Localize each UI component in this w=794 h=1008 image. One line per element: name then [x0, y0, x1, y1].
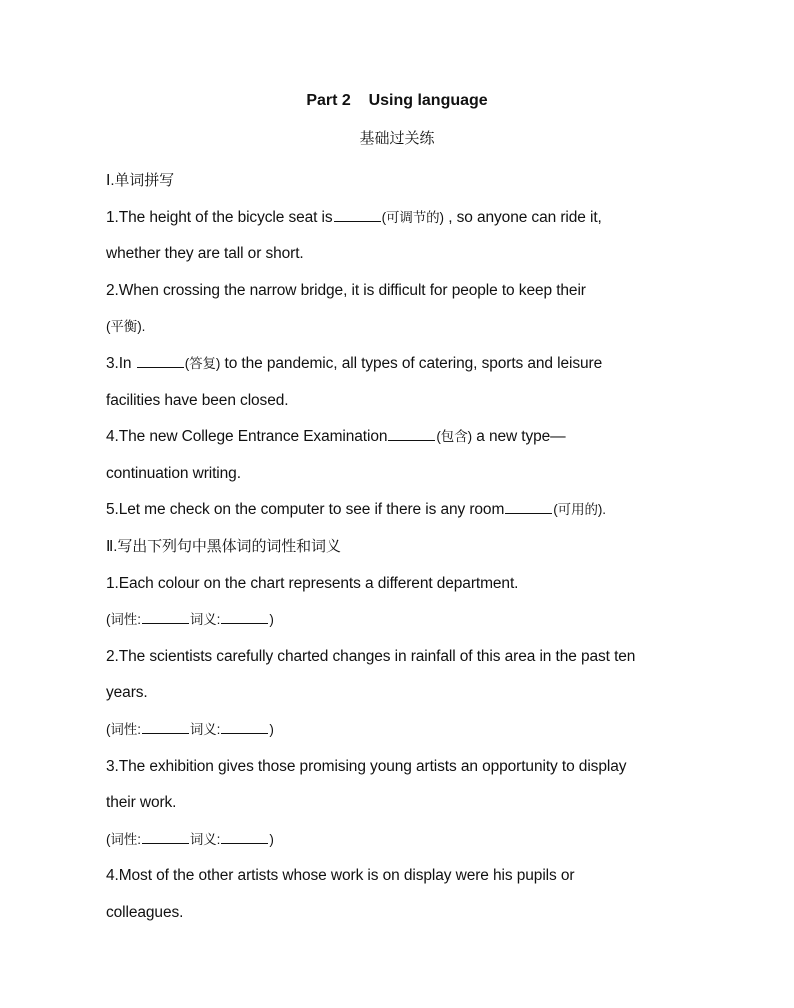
worksheet-content: [106, 163, 706, 931]
question-2-3-line-1: 3.The exhibition gives those promising young artists an opportunity to display: [106, 757, 627, 775]
hint-text: (可调节的): [381, 209, 444, 225]
question-text: 4.The new College Entrance Examination: [106, 428, 388, 446]
hint-text: (可用的).: [553, 502, 606, 518]
close-paren: ): [269, 721, 274, 737]
pos-label: (词性:: [106, 612, 141, 628]
pos-blank[interactable]: [142, 719, 189, 734]
question-1-5-line-1: [106, 492, 706, 529]
page-title: Part 2 Using language: [306, 92, 488, 109]
question-2-2-line-2: years.: [106, 684, 148, 702]
section-2-heading: Ⅱ.写出下列句中黑体词的词性和词义: [106, 537, 341, 555]
question-text: a new type—: [476, 428, 566, 446]
question-text: to the pandemic, all types of catering, sports and leisure: [224, 354, 603, 372]
question-1-2-line-1: 2.When crossing the narrow bridge, it is difficult for people to keep their: [106, 281, 586, 299]
question-2-3-line-2: their work.: [106, 794, 177, 812]
question-2-4-line-2: colleagues.: [106, 903, 184, 921]
meaning-blank[interactable]: [221, 829, 268, 844]
answer-blank[interactable]: [505, 499, 552, 514]
question-1-1-line-2: whether they are tall or short.: [106, 245, 304, 263]
pos-blank[interactable]: [142, 829, 189, 844]
answer-blank[interactable]: [388, 426, 435, 441]
meaning-blank[interactable]: [221, 719, 268, 734]
answer-row: [106, 712, 706, 749]
hint-text: (包含): [436, 429, 472, 445]
pos-label: (词性:: [106, 721, 141, 737]
question-1-1-line-1: [106, 200, 706, 237]
pos-label: (词性:: [106, 831, 141, 847]
meaning-blank[interactable]: [221, 609, 268, 624]
question-text: 1.The height of the bicycle seat is: [106, 208, 333, 226]
answer-blank[interactable]: [137, 353, 184, 368]
question-2-1-line-1: 1.Each colour on the chart represents a different department.: [106, 574, 519, 592]
page-subtitle: 基础过关练: [359, 130, 435, 147]
question-1-2-line-2: [106, 309, 706, 346]
hint-text: (平衡).: [106, 319, 146, 335]
question-1-4-line-1: [106, 419, 706, 456]
close-paren: ): [269, 612, 274, 628]
question-text: 5.Let me check on the computer to see if there is any room: [106, 501, 505, 519]
answer-row: [106, 822, 706, 859]
meaning-label: 词义:: [189, 831, 221, 847]
answer-blank[interactable]: [334, 207, 381, 222]
section-1-heading: Ⅰ.单词拼写: [106, 172, 174, 189]
close-paren: ): [269, 831, 274, 847]
question-1-4-line-2: continuation writing.: [106, 464, 241, 482]
answer-row: [106, 602, 706, 639]
question-text: 3.In: [106, 354, 132, 372]
question-2-2-line-1: 2.The scientists carefully charted changes in rainfall of this area in the past ten: [106, 647, 636, 665]
meaning-label: 词义:: [189, 612, 221, 628]
hint-text: (答复): [184, 355, 221, 371]
meaning-label: 词义:: [189, 721, 221, 737]
question-1-3-line-2: facilities have been closed.: [106, 391, 289, 409]
pos-blank[interactable]: [142, 609, 189, 624]
question-2-4-line-1: 4.Most of the other artists whose work is on display were his pupils or: [106, 867, 575, 885]
question-1-3-line-1: [106, 346, 706, 383]
question-text: , so anyone can ride it,: [448, 208, 602, 226]
